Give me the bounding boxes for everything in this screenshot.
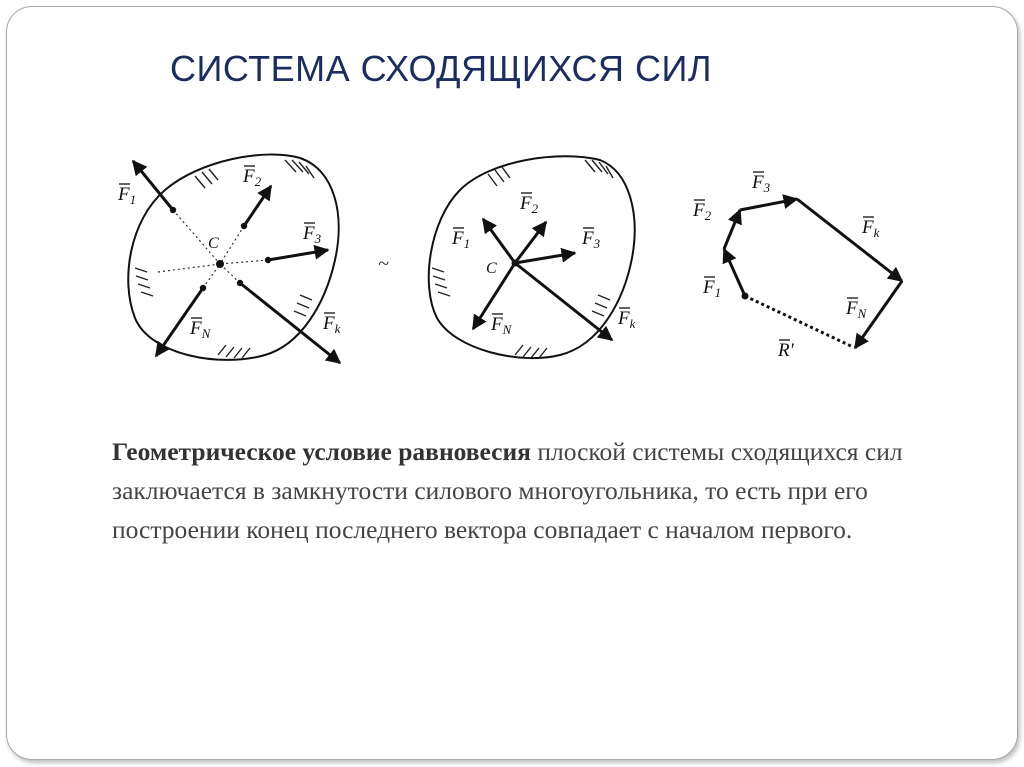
label-fk: $F_k$ [323, 313, 341, 336]
label-f1-2: $F_1$ [452, 228, 471, 251]
body-two [429, 156, 636, 358]
force-fk-arrow-2 [515, 263, 612, 340]
label-f2: $F_2$ [243, 166, 262, 189]
body-one-hatching [135, 160, 314, 358]
force-f1-arrow-2 [483, 219, 515, 263]
equilibrium-paragraph [112, 432, 912, 549]
body-two-outline [429, 156, 635, 358]
slide-title: СИСТЕМА СХОДЯЩИХСЯ СИЛ [170, 48, 712, 89]
polygon-resultant [745, 296, 853, 347]
force-diagram [100, 140, 920, 375]
label-f3-3: $F_3$ [752, 172, 771, 195]
label-fn-3: $F_N$ [846, 298, 867, 321]
force-f3-arrow-2 [515, 253, 575, 263]
force-f2-arrow [244, 186, 271, 226]
slide-frame [6, 6, 1018, 760]
force-f2-arrow-2 [515, 222, 546, 263]
label-f1-3: $F_1$ [703, 277, 722, 300]
label-f2-2: $F_2$ [520, 193, 539, 216]
point-c-label-2: C [486, 260, 497, 277]
equivalence-symbol: ~ [378, 253, 389, 275]
polygon-f2 [724, 210, 740, 249]
paragraph-rest: плоской системы сходящихся сил заключается в замкнутости силового многоугольника, то есть при его построении конец последнего вектора совпадает с началом первого. [112, 437, 903, 544]
label-f3-2: $F_3$ [582, 228, 601, 251]
body-one-outline [128, 155, 338, 360]
label-f2-3: $F_2$ [693, 200, 712, 223]
point-c-dot [216, 260, 224, 268]
label-fk-2: $F_k$ [618, 308, 636, 331]
force-polygon [692, 172, 902, 361]
body-one [117, 155, 341, 363]
label-f3: $F_3$ [303, 223, 322, 246]
polygon-fk [797, 199, 902, 281]
point-c-label: C [208, 235, 219, 252]
label-fn-2: $F_N$ [491, 314, 512, 337]
label-fk-3: $F_k$ [862, 217, 880, 240]
polygon-f1 [724, 249, 745, 296]
paragraph-bold-lead: Геометрическое условие равновесия [112, 437, 531, 466]
label-resultant: R′ [778, 340, 794, 361]
label-f1: $F_1$ [118, 184, 137, 207]
polygon-f3 [740, 199, 797, 210]
force-f3-arrow [268, 250, 328, 260]
label-fn: $F_N$ [190, 318, 211, 341]
